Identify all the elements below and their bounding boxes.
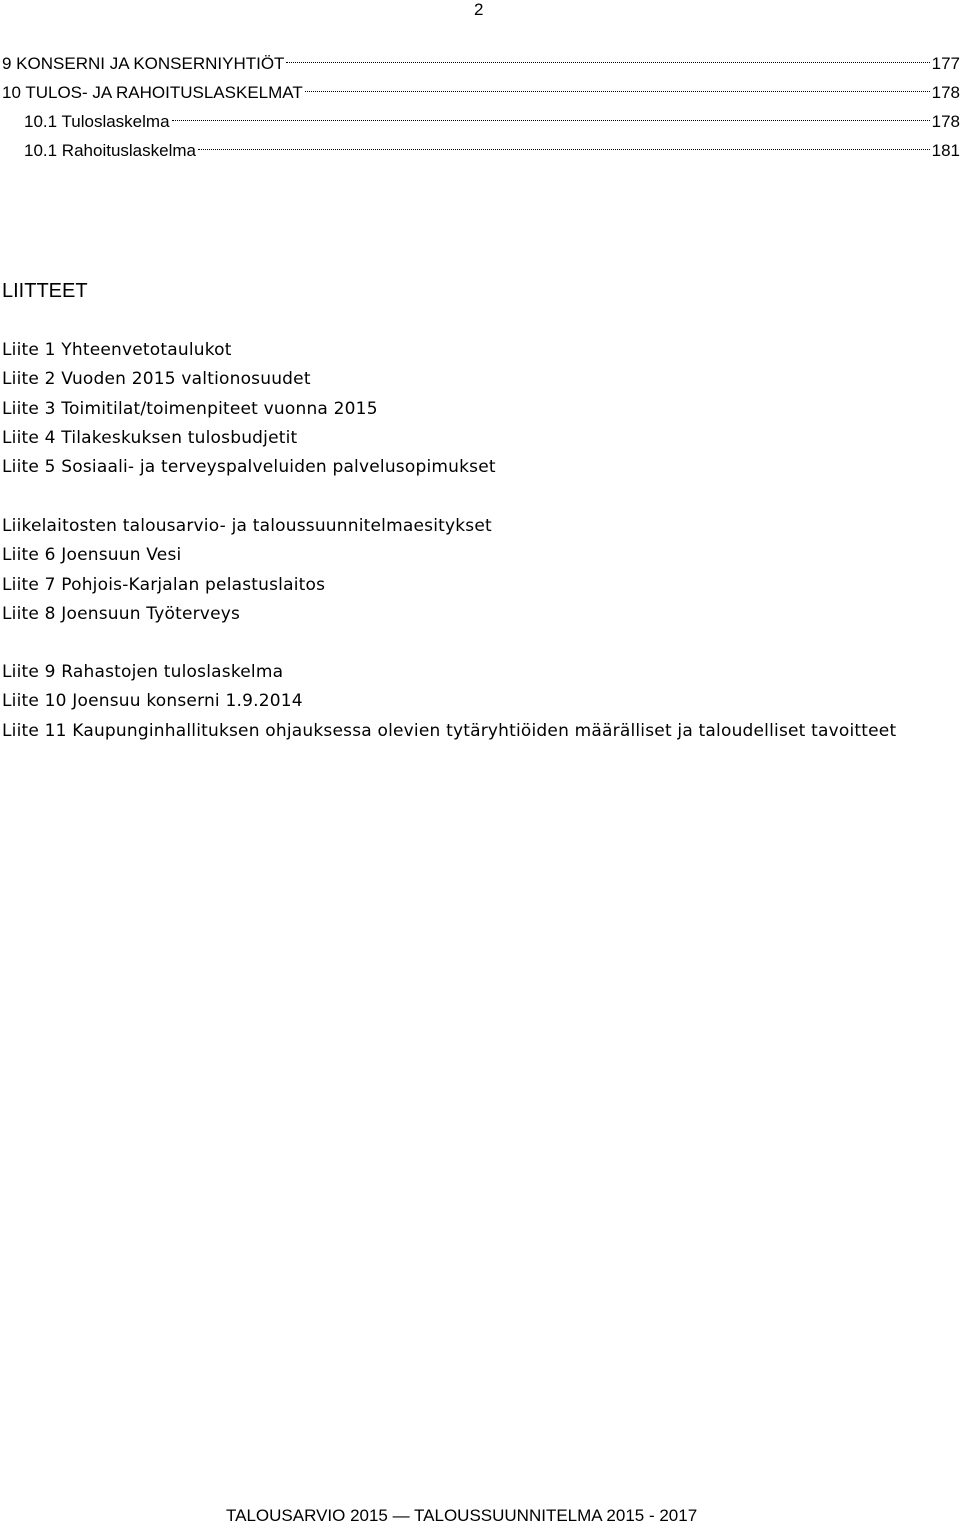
toc-entry-page: 181 — [931, 141, 960, 160]
appendix-item: Liite 9 Rahastojen tuloslaskelma — [2, 662, 284, 682]
appendix-list-enterprises — [2, 512, 952, 629]
toc-entry[interactable] — [2, 78, 960, 107]
appendix-item: Liite 6 Joensuun Vesi — [2, 545, 182, 566]
appendix-group-title: Liikelaitosten talousarvio- ja taloussuunnitelmaesitykset — [2, 516, 492, 536]
toc-entry[interactable] — [2, 136, 960, 165]
toc-entry-title: 9 KONSERNI JA KONSERNIYHTIÖT — [2, 54, 285, 73]
appendix-item: Liite 2 Vuoden 2015 valtionosuudet — [2, 369, 311, 390]
appendix-item: Liite 10 Joensuu konserni 1.9.2014 — [2, 691, 303, 712]
toc-entry-title: 10.1 Rahoituslaskelma — [24, 141, 196, 160]
appendix-list-group — [2, 658, 952, 746]
toc-entry-page: 177 — [931, 54, 960, 73]
toc-entry-page: 178 — [931, 83, 960, 102]
appendix-list-general — [2, 336, 952, 482]
appendix-item: Liite 8 Joensuun Työterveys — [2, 603, 241, 624]
appendix-item: Liite 4 Tilakeskuksen tulosbudjetit — [2, 427, 298, 448]
table-of-contents — [2, 49, 960, 165]
toc-dot-leader — [172, 120, 930, 121]
appendix-item: Liite 1 Yhteenvetotaulukot — [2, 340, 232, 360]
toc-entry-title: 10 TULOS- JA RAHOITUSLASKELMAT — [2, 83, 303, 102]
page-number: 2 — [474, 0, 484, 19]
appendix-item: Liite 7 Pohjois-Karjalan pelastuslaitos — [2, 574, 326, 595]
appendix-item: Liite 11 Kaupunginhallituksen ohjauksessa olevien tytäryhtiöiden määrälliset ja taloudelliset tavoitteet — [2, 720, 897, 741]
appendix-item: Liite 3 Toimitilat/toimenpiteet vuonna 2015 — [2, 398, 378, 419]
toc-entry-title: 10.1 Tuloslaskelma — [24, 112, 170, 131]
toc-dot-leader — [305, 91, 930, 92]
appendices-heading: LIITTEET — [2, 280, 88, 302]
toc-dot-leader — [198, 149, 930, 150]
toc-entry[interactable] — [2, 49, 960, 78]
toc-entry[interactable] — [2, 107, 960, 136]
toc-entry-page: 178 — [931, 112, 960, 131]
toc-dot-leader — [286, 62, 929, 63]
page-footer: TALOUSARVIO 2015 — TALOUSSUUNNITELMA 2015 - 2017 — [226, 1506, 698, 1525]
appendix-item: Liite 5 Sosiaali- ja terveyspalveluiden palvelusopimukset — [2, 457, 496, 478]
